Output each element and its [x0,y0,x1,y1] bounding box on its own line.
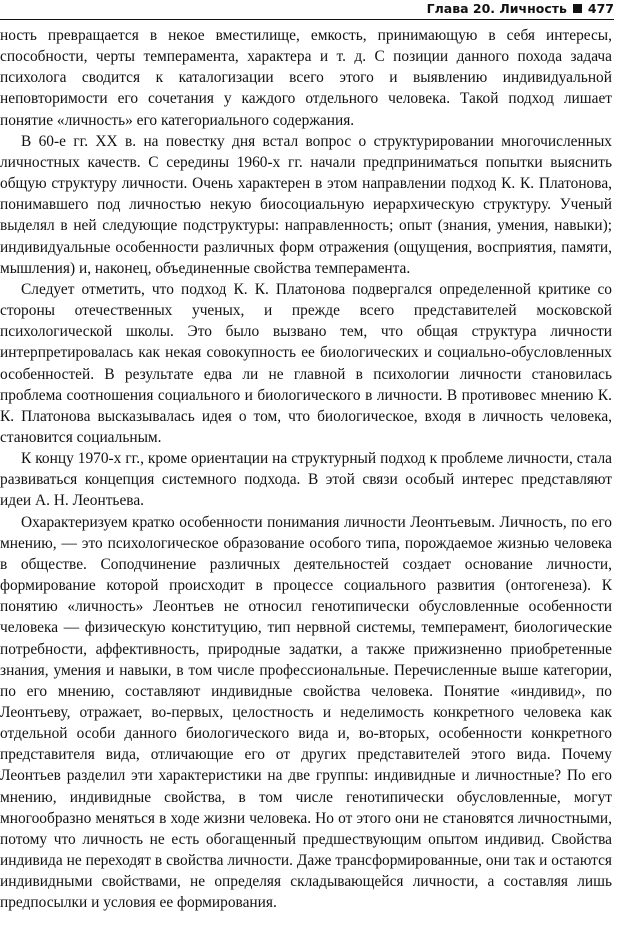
paragraph-continuation: ность превращается в некое вместилище, емкость, принимающую в себя интересы, способности, черты темперамента, характера и т. д. С позиции данного похода задача психолога сводится к каталогизации всего этого и выявлению индивидуальной неповторимости его сочетания у каждого отдельного человека. Такой подход лишает понятие «личность» его категориального содержания. [0,27,612,129]
paragraph-leontiev: Охарактеризуем кратко особенности понимания личности Леонтьевым. Личность, по его мнению, — это психологическое образование особого типа, порождаемое жизнью человека в обществе. Соподчинение различных деятельностей создает основание личности, формирование которой происходит в процессе социального развития (онтогенеза). К понятию «личность» Леонтьев не относил генотипически обусловленные особенности человека — физическую конституцию, тип нервной системы, темперамент, биологические потребности, аффективность, природные задатки, а также прижизненно приобретенные знания, умения и навыки, в том числе профессиональные. Перечисленные выше категории, по его мнению, составляют индивидные свойства человека. Понятие «индивид», по Леонтьеву, отражает, во-первых, целостность и неделимость конкретного человека как отдельной особи данного биологического вида и, во-вторых, особенности конкретного представителя вида, отличающие его от других представителей этого вида. Почему Леонтьев разделил эти характеристики на две группы: индивидные и личностные? По его мнению, индивидные свойства, в том числе генотипически обусловленные, могут многообразно меняться в ходе жизни человека. Но от этого они не становятся личностными, потому что личность не есть обогащенный предшествующим опытом индивид. Свойства индивида не переходят в свойства личности. Даже трансформированные, они так и остаются индивидными свойствами, не определяя складывающейся личности, а составляя лишь предпосылки и условия ее формирования. [0,513,612,912]
body-text [0,25,612,914]
paragraph-structure-platonov: В 60-е гг. XX в. на повестку дня встал вопрос о структурировании многочисленных личностных качеств. С середины 1960-х гг. начали предприниматься попытки выяснить общую структуру личности. Очень характерен в этом направлении подход К. К. Платонова, понимавшего под личностью некую биосоциальную иерархическую структуру. Ученый выделял в ней следующие подструктуры: направленность; опыт (знания, умения, навыки); индивидуальные особенности различных форм отражения (ощущения, восприятия, памяти, мышления) и, наконец, объединенные свойства темперамента. [0,132,612,277]
paragraph-critique: Следует отметить, что подход К. К. Платонова подвергался определенной критике со стороны отечественных ученых, и прежде всего представителей московской психологической школы. Это было вызвано тем, что общая структура личности интерпретировалась как некая совокупность ее биологических и социально-обусловленных особенностей. В результате едва ли не главной в психологии личности становилась проблема соотношения социального и биологического в личности. В противовес мнению К. К. Платонова высказывалась идея о том, что биологическое, входя в личность человека, становится социальным. [0,280,612,446]
page-number: 477 [587,1,614,16]
square-bullet-icon [573,4,582,13]
chapter-title: Глава 20. Личность [426,1,567,16]
running-header [0,0,614,20]
paragraph-system-approach: К концу 1970-х гг., кроме ориентации на структурный подход к проблеме личности, стала развиваться концепция системного подхода. В этой связи особый интерес представляют идеи А. Н. Леонтьева. [0,450,612,510]
